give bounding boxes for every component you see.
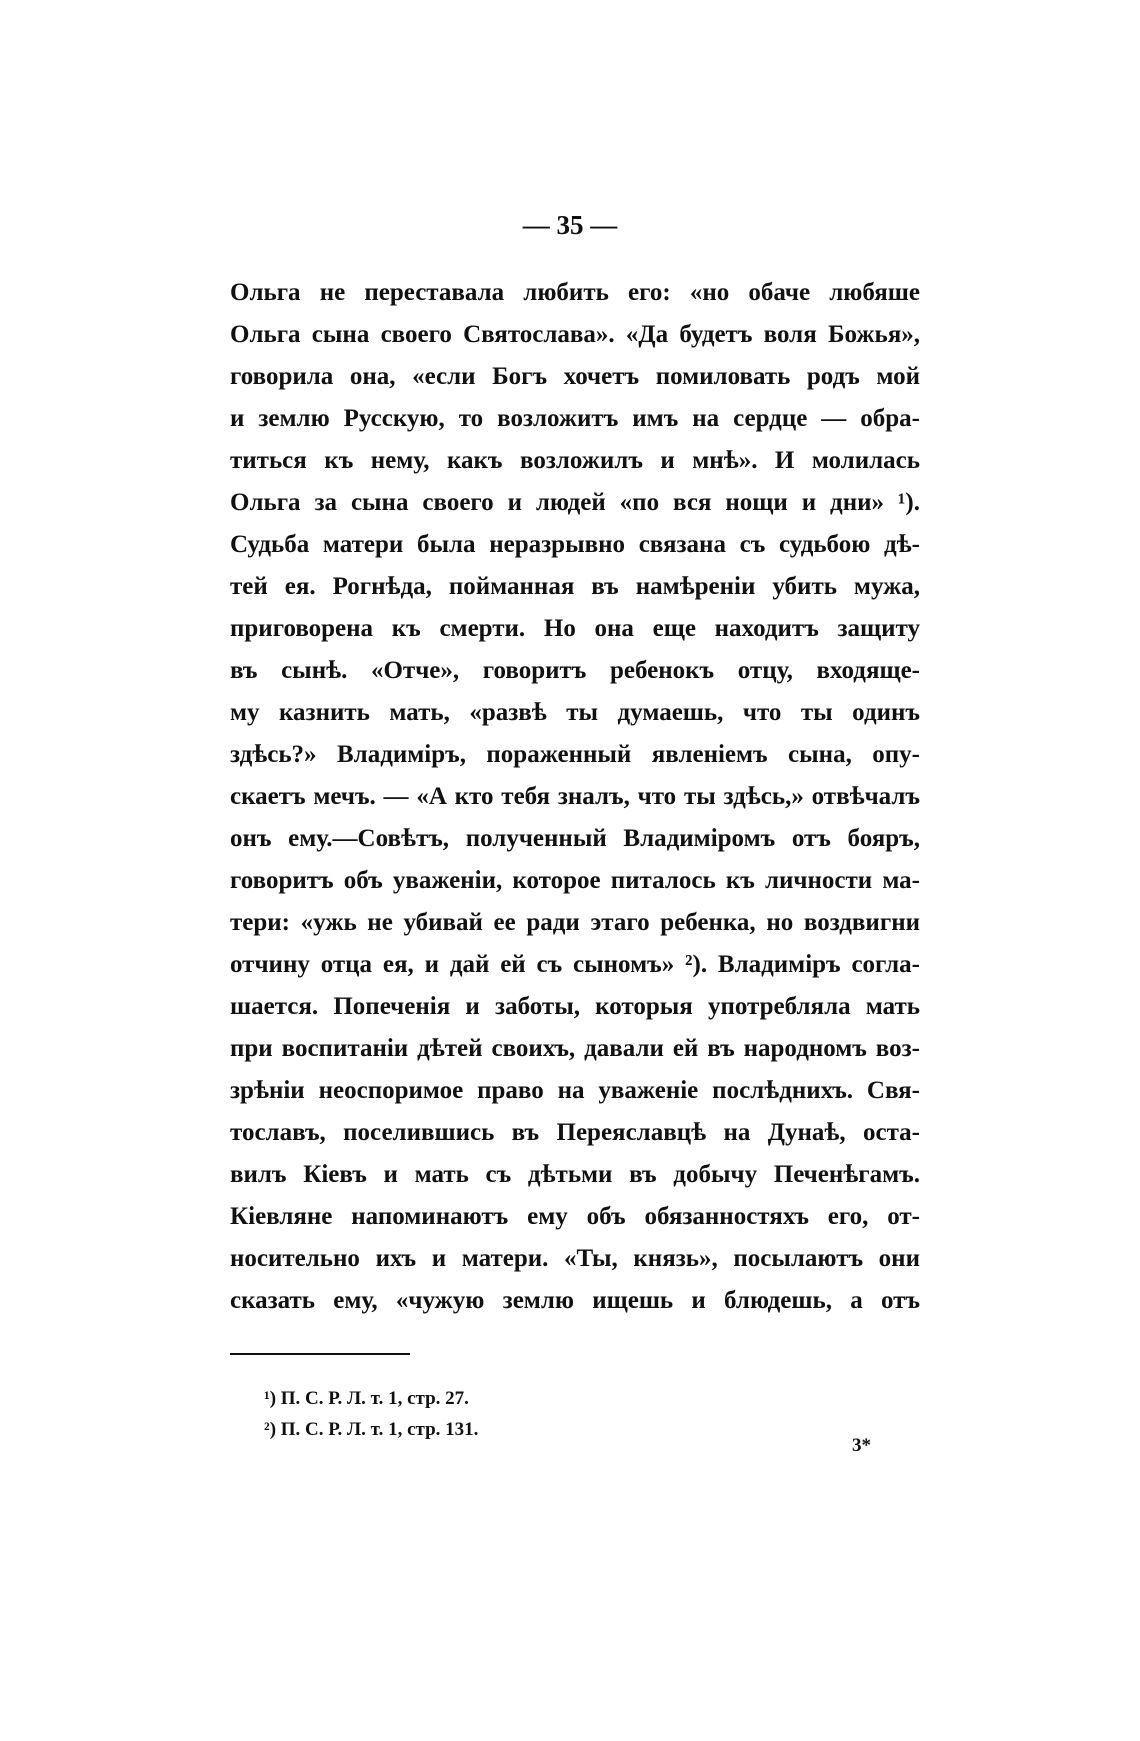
footnote: ²) П. С. Р. Л. т. 1, стр. 131. bbox=[264, 1419, 479, 1440]
text-line: му казнить мать, «развѣ ты думаешь, что ты одинъ bbox=[230, 699, 920, 726]
text-line: онъ ему.—Совѣтъ, полученный Владиміромъ отъ бояръ, bbox=[230, 825, 920, 852]
text-line: говорила она, «если Богъ хочетъ помиловать родъ мой bbox=[230, 363, 920, 390]
text-line: зрѣніи неоспоримое право на уваженіе послѣднихъ. Свя- bbox=[230, 1077, 920, 1104]
text-line: тей ея. Рогнѣда, пойманная въ намѣреніи убить мужа, bbox=[230, 573, 920, 600]
text-line: тери: «ужь не убивай ее ради этаго ребенка, но воздвигни bbox=[230, 909, 920, 936]
text-line: отчину отца ея, и дай ей съ сыномъ» ²). Владиміръ согла- bbox=[230, 951, 920, 978]
signature-mark: 3* bbox=[852, 1435, 871, 1456]
text-line: вилъ Кіевъ и мать съ дѣтьми въ добычу Печенѣгамъ. bbox=[230, 1161, 920, 1188]
text-line: Кіевляне напоминаютъ ему объ обязанностяхъ его, от- bbox=[230, 1203, 920, 1230]
text-line: Судьба матери была неразрывно связана съ судьбою дѣ- bbox=[230, 531, 920, 558]
text-line: приговорена къ смерти. Но она еще находитъ защиту bbox=[230, 615, 920, 642]
text-line: въ сынѣ. «Отче», говоритъ ребенокъ отцу, входяще- bbox=[230, 657, 920, 684]
text-line: титься къ нему, какъ возложилъ и мнѣ». И молилась bbox=[230, 447, 920, 474]
text-line: при воспитаніи дѣтей своихъ, давали ей въ народномъ воз- bbox=[230, 1035, 920, 1062]
footnote-divider bbox=[230, 1353, 410, 1355]
text-line: шается. Попеченія и заботы, которыя употребляла мать bbox=[230, 993, 920, 1020]
text-line: говоритъ объ уваженіи, которое питалось къ личности ма- bbox=[230, 867, 920, 894]
text-line: и землю Русскую, то возложитъ имъ на сердце — обра- bbox=[230, 405, 920, 432]
footnotes bbox=[264, 1383, 478, 1445]
page-number: — 35 — bbox=[522, 210, 618, 240]
text-line: скаетъ мечъ. — «А кто тебя зналъ, что ты здѣсь,» отвѣчалъ bbox=[230, 783, 920, 810]
text-line: носительно ихъ и матери. «Ты, князь», посылаютъ они bbox=[230, 1245, 920, 1272]
body-text bbox=[230, 272, 920, 1322]
text-line: здѣсь?» Владиміръ, пораженный явленіемъ сына, опу- bbox=[230, 741, 920, 768]
text-line: Ольга сына своего Святослава». «Да будетъ воля Божья», bbox=[230, 321, 920, 348]
text-line: Ольга за сына своего и людей «по вся нощи и дни» ¹). bbox=[230, 489, 920, 516]
text-line: тославъ, поселившись въ Переяславцѣ на Дунаѣ, оста- bbox=[230, 1119, 920, 1146]
footnote: ¹) П. С. Р. Л. т. 1, стр. 27. bbox=[264, 1388, 469, 1409]
text-line: сказать ему, «чужую землю ищешь и блюдешь, а отъ bbox=[230, 1287, 920, 1314]
text-line: Ольга не переставала любить его: «но обаче любяше bbox=[230, 279, 920, 306]
